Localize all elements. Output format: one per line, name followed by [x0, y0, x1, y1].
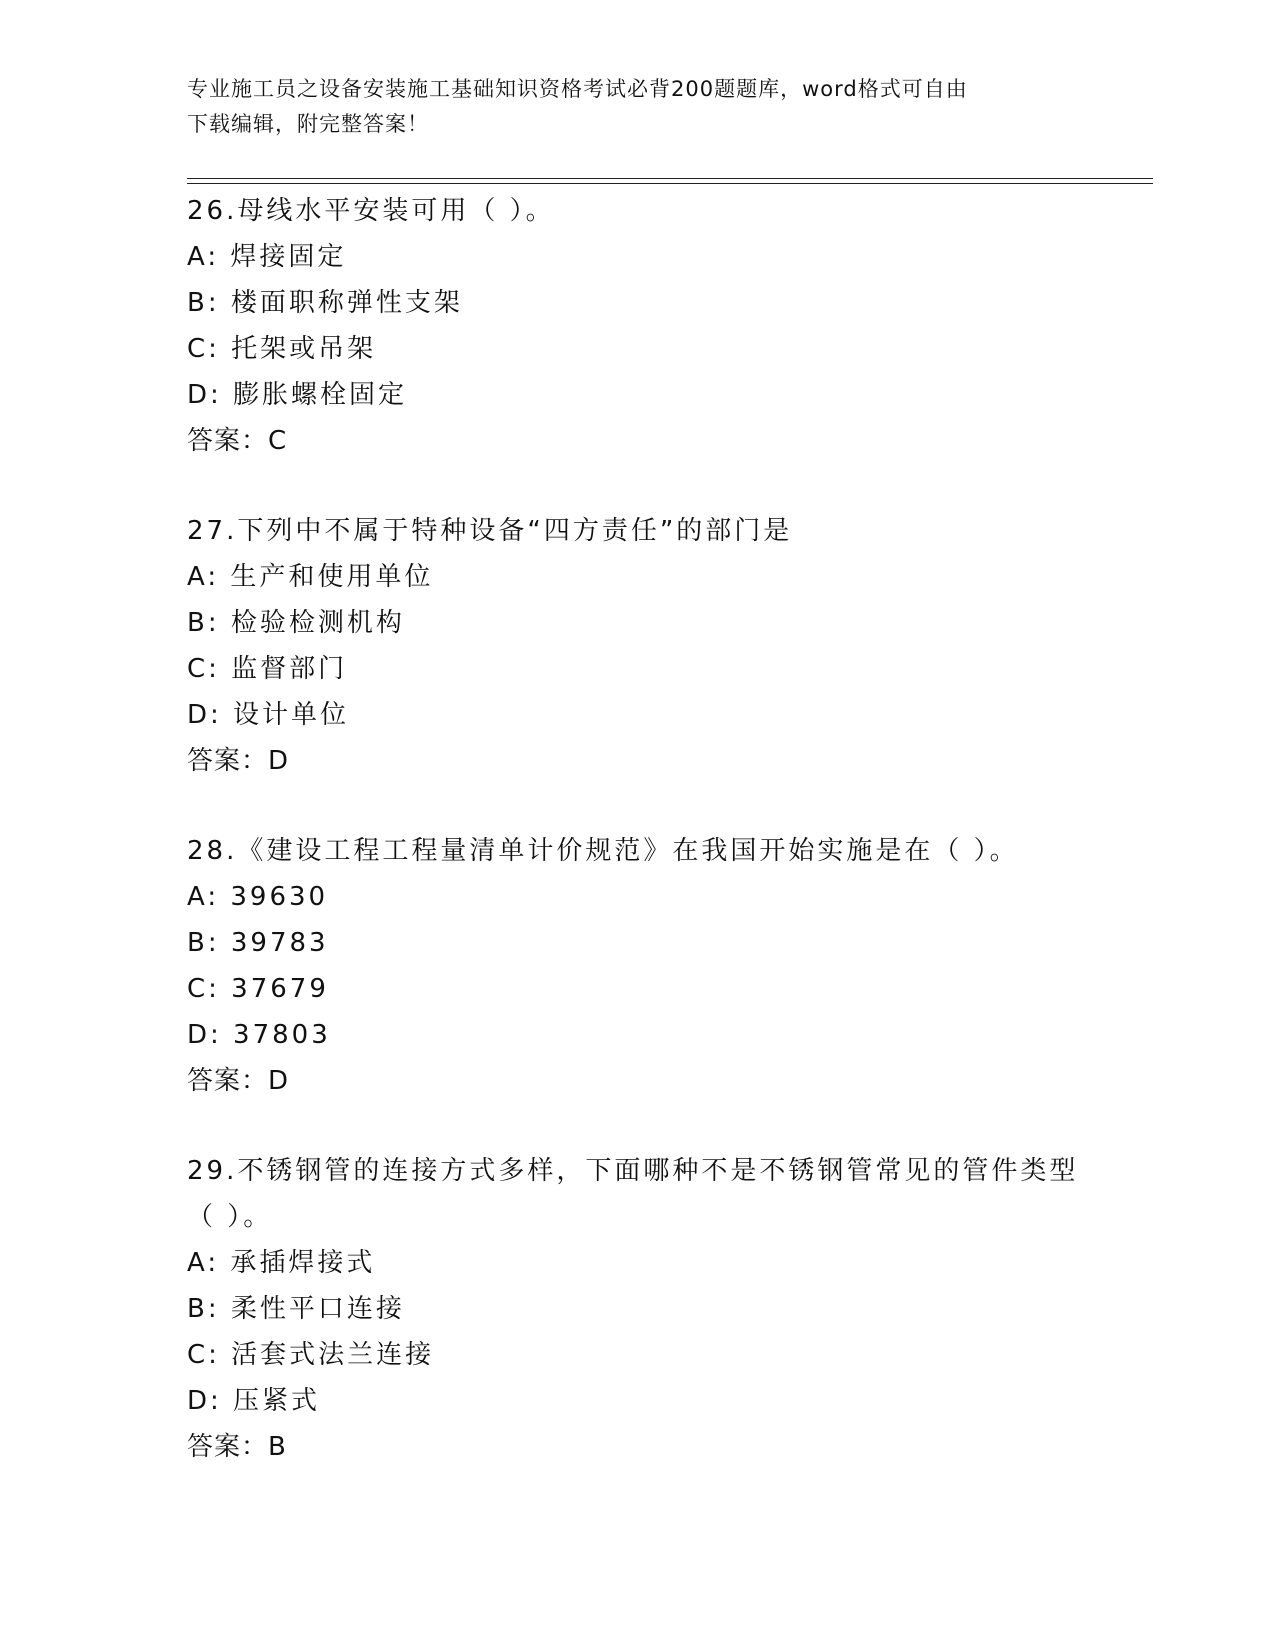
answer-line: 答案：D: [187, 1066, 290, 1096]
option-a: A: 焊接固定: [187, 242, 347, 272]
question-stem: 29.不锈钢管的连接方式多样，下面哪种不是不锈钢管常见的管件类型: [187, 1156, 1079, 1186]
question-stem: 28.《建设工程工程量清单计价规范》在我国开始实施是在（ ）。: [187, 836, 1019, 866]
question-stem: 26.母线水平安装可用（ ）。: [187, 196, 555, 226]
header-line-2: 下载编辑，附完整答案！: [187, 112, 429, 136]
answer-line: 答案：D: [187, 746, 290, 776]
option-c: C: 37679: [187, 974, 329, 1004]
question-27: [187, 508, 1087, 784]
question-29: [187, 1148, 1087, 1470]
answer-line: 答案：C: [187, 426, 288, 456]
option-a: A: 承插焊接式: [187, 1248, 376, 1278]
option-a: A: 39630: [187, 882, 329, 912]
option-d: D: 膨胀螺栓固定: [187, 380, 408, 410]
option-d: D: 设计单位: [187, 700, 350, 730]
header-divider-bottom: [187, 183, 1153, 184]
question-28: [187, 828, 1087, 1104]
option-b: B: 楼面职称弹性支架: [187, 288, 463, 318]
option-b: B: 39783: [187, 928, 329, 958]
option-d: D: 压紧式: [187, 1386, 321, 1416]
option-b: B: 柔性平口连接: [187, 1294, 405, 1324]
header-divider-top: [187, 178, 1153, 179]
option-c: C: 托架或吊架: [187, 334, 377, 364]
header-line-1: 专业施工员之设备安装施工基础知识资格考试必背200题题库，word格式可自由: [187, 77, 968, 101]
answer-line: 答案：B: [187, 1432, 287, 1462]
question-stem: 27.下列中不属于特种设备“四方责任”的部门是: [187, 516, 793, 546]
option-d: D: 37803: [187, 1020, 331, 1050]
option-c: C: 活套式法兰连接: [187, 1340, 435, 1370]
question-stem-continuation: （ ）。: [187, 1202, 273, 1232]
option-a: A: 生产和使用单位: [187, 562, 434, 592]
option-b: B: 检验检测机构: [187, 608, 405, 638]
document-header: [187, 72, 1067, 142]
option-c: C: 监督部门: [187, 654, 348, 684]
question-26: [187, 188, 1087, 464]
